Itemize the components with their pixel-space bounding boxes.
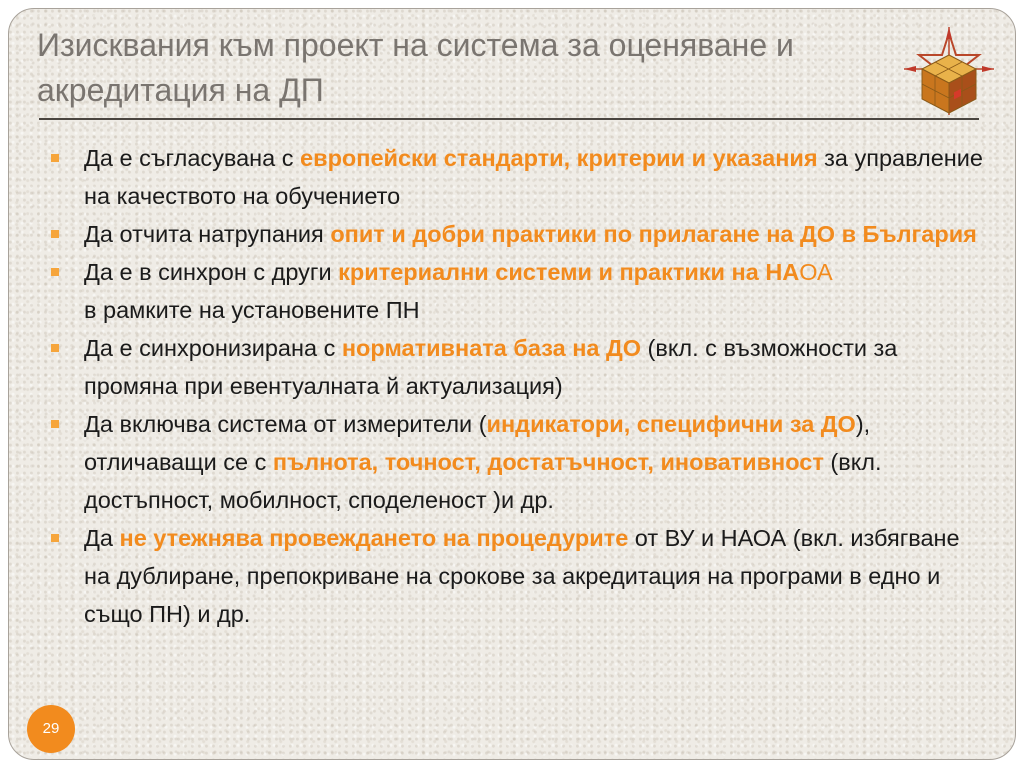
bullet-highlight: европейски стандарти, критерии и указания — [300, 145, 818, 171]
bullet-text: Да е синхронизирана с — [84, 335, 342, 361]
list-item — [49, 329, 984, 405]
bullet-text: в рамките на установените ПН — [84, 297, 420, 323]
bullet-highlight: нормативната база на ДО — [341, 335, 642, 361]
page-number-badge: 29 — [27, 705, 75, 753]
slide-title-line-1: Изисквания към проект на система за оценяване и — [37, 27, 794, 63]
bullet-text: Да е в синхрон с други — [84, 259, 339, 285]
list-item — [49, 253, 984, 329]
square-bullet-icon — [51, 268, 59, 276]
slide — [8, 8, 1016, 760]
bullet-text: Да е съгласувана с — [84, 145, 301, 171]
bullet-highlight: индикатори, специфични за ДО — [486, 411, 856, 437]
bullet-text: Да — [84, 525, 120, 551]
bullet-highlight: не утежнява провеждането на процедурите — [119, 525, 629, 551]
bullet-highlight: пълнота, точност, достатъчност, иновативност — [272, 449, 824, 475]
bullet-list — [49, 139, 984, 633]
bullet-text: (вкл. с възможности за промяна при евентуалната й актуализация) — [84, 335, 898, 399]
list-item — [49, 405, 984, 519]
bullet-highlight-plain: ОА — [799, 259, 833, 285]
square-bullet-icon — [51, 420, 59, 428]
bullet-text: ), отличаващи се с — [84, 411, 871, 475]
bullet-text: (вкл. достъпност, мобилност, споделеност )и др. — [84, 449, 882, 513]
bullet-text: за управление на качеството на обучението — [84, 145, 983, 209]
square-bullet-icon — [51, 344, 59, 352]
bullet-highlight: критериални системи и практики на НА — [338, 259, 800, 285]
slide-title-line-2: акредитация на ДП — [37, 72, 324, 108]
compass-cube-logo-icon — [894, 25, 1004, 120]
bullet-text: от ВУ и НАОА (вкл. избягване на дублиране, препокриване на срокове за акредитация на програми в едно и също ПН) и др. — [84, 525, 960, 627]
slide-title — [37, 23, 917, 113]
list-item — [49, 519, 984, 633]
bullet-text: Да отчита натрупания — [84, 221, 331, 247]
list-item — [49, 215, 984, 253]
bullet-text: Да включва система от измерители ( — [84, 411, 487, 437]
square-bullet-icon — [51, 534, 59, 542]
square-bullet-icon — [51, 230, 59, 238]
list-item — [49, 139, 984, 215]
bullet-highlight: опит и добри практики по прилагане на ДО в България — [330, 221, 977, 247]
title-divider — [39, 118, 979, 120]
square-bullet-icon — [51, 154, 59, 162]
